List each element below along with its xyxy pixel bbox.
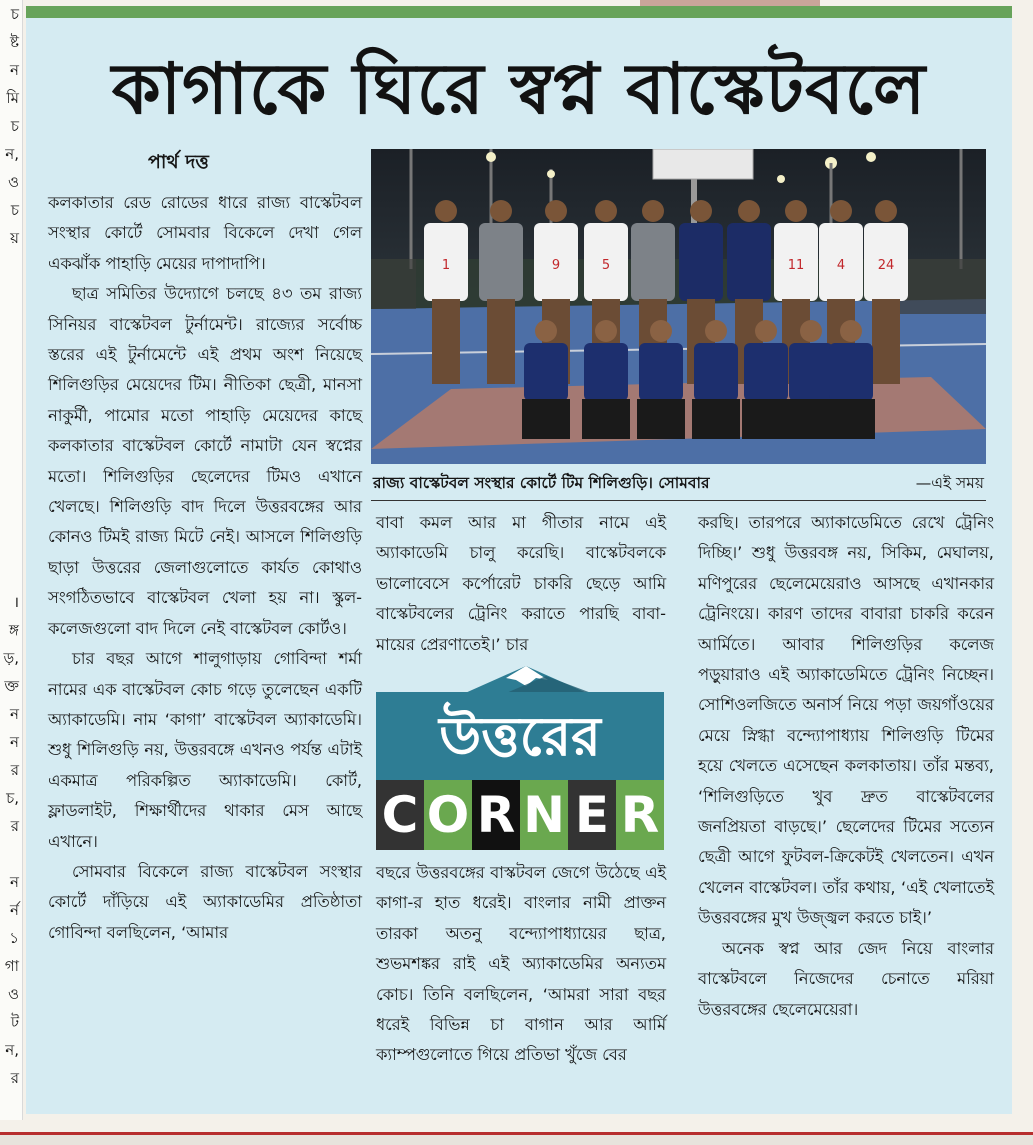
fragment-text: ও <box>7 985 19 1003</box>
fragment-text <box>0 280 22 308</box>
paragraph: কলকাতার রেড রোডের ধারে রাজ্য বাস্কেটবল সংস্থার কোর্টে সোমবার বিকেলে দেখা গেল একঝাঁক পাহাড়ি মেয়ের দাপাদাপি। <box>48 193 362 273</box>
fragment-text <box>0 364 22 392</box>
uttarer-corner-logo <box>376 666 664 850</box>
paragraph: অনেক স্বপ্ন আর জেদ নিয়ে বাংলার বাস্কেটবলে নিজেদের চেনাতে মরিয়া উত্তরবঙ্গের ছেলেমেয়েরা। <box>698 938 994 1019</box>
corner-letter: R <box>616 780 664 850</box>
logo-corner-text <box>376 780 664 850</box>
jersey-number: 11 <box>787 258 805 273</box>
fragment-text: ঙ্গ <box>9 621 19 639</box>
fragment-text: ন, <box>5 1041 19 1059</box>
corner-letter: E <box>568 780 616 850</box>
fragment-text: ন <box>10 733 19 751</box>
fragment-text <box>0 504 22 532</box>
fragment-text: চ <box>10 201 19 219</box>
fragment-text: ন <box>10 873 19 891</box>
team-photo-illustration <box>371 149 986 464</box>
jersey-number: 9 <box>551 258 561 273</box>
fragment-text <box>0 252 22 280</box>
column-2-bottom <box>376 858 666 1071</box>
column-1 <box>48 188 362 948</box>
bottom-margin <box>0 1135 1033 1145</box>
jersey-number: 4 <box>836 258 846 273</box>
byline: পার্থ দত্ত <box>148 151 209 173</box>
headline: কাগাকে ঘিরে স্বপ্ন বাস্কেটবলে <box>111 48 927 130</box>
jersey-number: 1 <box>441 258 451 273</box>
caption-text: রাজ্য বাস্কেটবল সংস্থার কোর্টে টিম শিলিগুড়ি। সোমবার <box>373 474 710 492</box>
fragment-text: ন <box>10 705 19 723</box>
fragment-text <box>0 476 22 504</box>
fragment-text: চ, <box>6 789 19 807</box>
fragment-text: ১ <box>9 929 19 947</box>
paragraph: চার বছর আগে শালুগাড়ায় গোবিন্দা শর্মা নামের এক বাস্কেটবল কোচ গড়ে তুলেছেন একটি অ্যাকাডেমি। নাম ‘কাগা’ বাস্কেটবল অ্যাকাডেমি। শুধু শিলিগুড়ি নয়, উত্তরবঙ্গে এখনও পর্যন্ত এটাই একমাত্র পরিকল্পিত অ্যাকাডেমি। কোর্ট, ফ্লাডলাইট, শিক্ষার্থীদের থাকার মেস আছে এখানে। <box>48 649 362 851</box>
adjacent-column-fragment <box>0 0 23 1120</box>
team-photo <box>371 149 986 464</box>
fragment-text: ট <box>10 1013 19 1031</box>
fragment-text: চ <box>10 5 19 23</box>
fragment-text: র <box>10 1069 19 1087</box>
fragment-text: চ <box>10 117 19 135</box>
fragment-text: ড়, <box>3 649 19 667</box>
photo-caption <box>371 466 986 501</box>
jersey-number: 24 <box>877 258 895 273</box>
corner-letter: R <box>472 780 520 850</box>
paragraph: বছরে উত্তরবঙ্গের বাস্কটবল জেগে উঠেছে এই কাগা-র হাত ধরেই। বাংলার নামী প্রাক্তন তারকা অতনু বন্দ্যোপাধ্যায়ের ছাত্র, শুভমশঙ্কর রাই এই অ্যাকাডেমির অন্যতম কোচ। তিনি বলছিলেন, ‘আমরা সারা বছর ধরেই বিভিন্ন চা বাগান আর আর্মি ক্যাম্পগুলোতে গিয়ে প্রতিভা খুঁজে বের <box>376 863 666 1065</box>
paragraph: করছি। তারপরে অ্যাকাডেমিতে রেখে ট্রেনিং দিচ্ছি।’ শুধু উত্তরবঙ্গ নয়, সিকিম, মেঘালয়, মণিপুরের ছেলেমেয়েরাও আসছে এখানকার ট্রেনিংয়ে। কারণ তাদের বাবারা চাকরি করেন আর্মিতে। আবার শিলিগুড়ির কলেজ পড়ুয়ারাও এই অ্যাকাডেমিতে ট্রেনিং নিচ্ছেন। সোশিওলজিতে অনার্স নিয়ে পড়া জয়গাঁওয়ের মেয়ে স্নিগ্ধা বন্দ্যোপাধ্যায় শিলিগুড়ি টিমের হয়ে খেলতে এসেছেন কলকাতায়। তাঁর মন্তব্য, ‘শিলিগুড়িতে খুব দ্রুত বাস্কেটবলের জনপ্রিয়তা বাড়ছে।’ ছেলেদের টিমের সত্যেন ছেত্রী আগে ফুটবল-ক্রিকেটই খেলতেন। এখন খেলেন বাস্কেটবল। তাঁর কথায়, ‘এই খেলাতেই উত্তরবঙ্গের মুখ উজ্জ্বল করতে চাই।’ <box>698 513 994 928</box>
fragment-text <box>0 308 22 336</box>
logo-bengali-text: উত্তরের <box>439 705 601 768</box>
paragraph: ছাত্র সমিতির উদ্যোগে চলছে ৪৩ তম রাজ্য সিনিয়র বাস্কেটবল টুর্নামেন্ট। রাজ্যের সর্বোচ্চ স্তরের এই টুর্নামেন্টে এই প্রথম অংশ নিয়েছে শিলিগুড়ির মেয়েদের টিম। নীতিকা ছেত্রী, মানসা নাকুর্মী, পামোর মতো পাহাড়ি মেয়েদের কাছে কলকাতার বাস্কেটবল কোর্টে নামাটা যেন স্বপ্নের মতো। শিলিগুড়ির ছেলেদের টিমও এখানে খেলছে। শিলিগুড়ি বাদ দিলে উত্তরবঙ্গের আর কোনও টিমই রাজ্য মিটে নেই। আসলে শিলিগুড়ি ছাড়া উত্তরের জেলাগুলোতে কার্যত কোথাও সংগঠিতভাবে বাস্কেটবল খেলা হয় না। স্কুল-কলেজগুলো বাদ দিলে নেই বাস্কেটবল কোর্টও। <box>48 284 362 638</box>
fragment-text: ন <box>10 61 19 79</box>
fragment-text <box>0 420 22 448</box>
fragment-text: য় <box>10 229 19 247</box>
fragment-text: । <box>13 593 19 611</box>
paragraph: বাবা কমল আর মা গীতার নামে এই অ্যাকাডেমি চালু করেছি। বাস্কেটবলকে ভালোবেসে কর্পোরেট চাকরি ছেড়ে আমি বাস্কেটবলের ট্রেনিং করাতে পারছি বাবা-মায়ের প্রেরণাতেই।’ চার <box>376 513 666 654</box>
fragment-text <box>0 840 22 868</box>
fragment-text: র <box>10 817 19 835</box>
corner-letter: N <box>520 780 568 850</box>
top-green-rule <box>26 6 1012 18</box>
fragment-text <box>0 560 22 588</box>
fragment-text: গা <box>4 957 19 975</box>
fragment-text <box>0 532 22 560</box>
fragment-text: ষ্ট <box>10 33 19 51</box>
fragment-text: র <box>10 761 19 779</box>
corner-letter: O <box>424 780 472 850</box>
column-3 <box>698 508 994 1025</box>
fragment-text: ন, <box>5 145 19 163</box>
corner-letter: C <box>376 780 424 850</box>
fragment-text <box>0 448 22 476</box>
fragment-text: ক্ত <box>4 677 19 695</box>
fragment-text: র্ন <box>10 901 19 919</box>
paragraph: সোমবার বিকেলে রাজ্য বাস্কেটবল সংস্থার কোর্টে দাঁড়িয়ে এই অ্যাকাডেমির প্রতিষ্ঠাতা গোবিন্দা বলছিলেন, ‘আমার <box>48 861 362 942</box>
fragment-text: ও <box>7 173 19 191</box>
photo-credit: —এই সময় <box>915 474 984 492</box>
fragment-text <box>0 392 22 420</box>
column-2-top <box>376 508 666 660</box>
jersey-number: 5 <box>601 258 611 273</box>
fragment-text: মি <box>6 89 19 107</box>
article <box>26 6 1012 1114</box>
fragment-text <box>0 336 22 364</box>
